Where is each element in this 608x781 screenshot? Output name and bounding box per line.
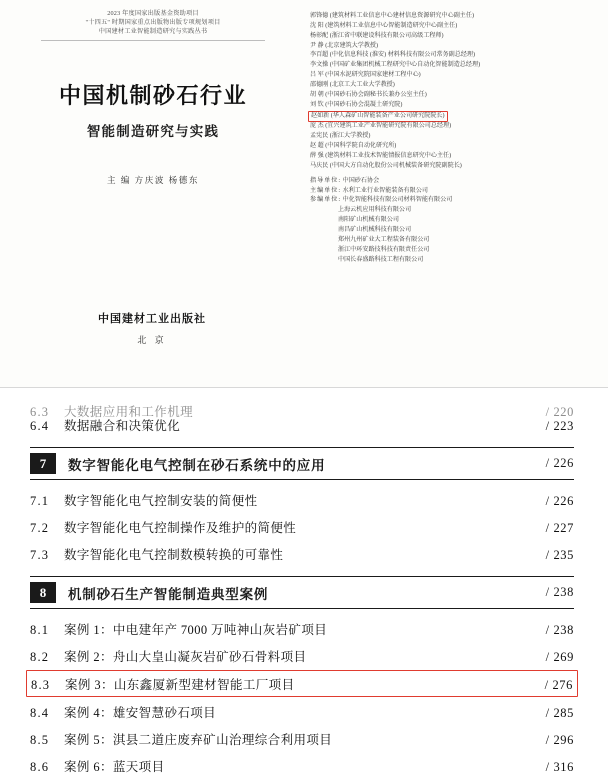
- credits-footer-label: 主编单位:: [310, 187, 342, 194]
- credit-line: 沈 阳 (建筑材料工业信息中心智能制造研究中心副主任): [310, 22, 458, 29]
- table-of-contents: [0, 388, 608, 781]
- credit-line: 马庆民 (中国大方自动化股份公司机械装备研究院副院长): [310, 162, 462, 169]
- toc-row-title: 数据融合和决策优化: [64, 418, 181, 433]
- book-cover-spread: [0, 0, 608, 388]
- toc-row-page: / 220: [545, 405, 574, 419]
- cover-program-line-2: "十四五" 时期国家重点出版物出版专项规划项目: [85, 18, 221, 26]
- credit-line: 赵 超 (中国科学院自动化研究所): [310, 143, 397, 150]
- credit-line: 邵德刚 (北京工大工业大学教授): [310, 82, 395, 89]
- cover-editors: 主 编 方庆波 杨德东: [107, 174, 199, 185]
- credit-line-highlighted: [310, 111, 592, 123]
- credits-footer-line: [310, 196, 592, 206]
- credit-line: 杨彰配 (浙江省中联建设科技有限公司高级工程师): [310, 32, 444, 39]
- toc-row-number: 7.2: [30, 520, 50, 535]
- credits-footer-line: [310, 177, 592, 187]
- toc-row-page: / 223: [545, 418, 574, 433]
- cover-publisher-city: 北 京: [137, 335, 167, 345]
- toc-row-title: 案例 6：蓝天项目: [64, 759, 165, 774]
- credit-line: 郭锋德 (建筑材料工业信息中心建材信息资源研究中心副主任): [310, 13, 475, 19]
- toc-chapter-title: 机制砂石生产智能制造典型案例: [68, 586, 269, 602]
- toc-row-highlighted[interactable]: [26, 670, 578, 697]
- toc-row-title: 案例 4：雄安智慧砂石项目: [64, 705, 217, 720]
- cover-program-line-1: 2023 年度国家出版基金资助项目: [107, 10, 199, 17]
- toc-row-number: 7.1: [30, 493, 50, 508]
- credits-subunit: 上海云机应用科技有限公司: [338, 207, 412, 214]
- credits-footer-value: 水利工业行业智能装备有限公司: [342, 187, 428, 194]
- toc-chapter-page: / 238: [545, 585, 574, 599]
- credit-line: 吕 军 (中国水泥研究院国家建材工程中心): [310, 72, 421, 79]
- toc-row-title: 大数据应用和工作机理: [64, 405, 194, 419]
- toc-chapter-title: 数字智能化电气控制在砂石系统中的应用: [68, 457, 326, 473]
- toc-row-number: 8.3: [31, 677, 51, 692]
- toc-row-title: 数字智能化电气控制安装的简便性: [64, 493, 258, 508]
- toc-row[interactable]: [30, 642, 574, 669]
- cover-publisher-block: [0, 310, 304, 346]
- toc-row-title: 数字智能化电气控制操作及维护的简便性: [64, 520, 297, 535]
- toc-row[interactable]: [30, 752, 574, 779]
- toc-row-number: 6.4: [30, 418, 50, 433]
- toc-row-page: / 285: [545, 705, 574, 720]
- credit-line: 孟宪民 (浙江大学教授): [310, 133, 371, 140]
- toc-row-page: / 235: [545, 547, 574, 562]
- credits-page: [304, 0, 608, 388]
- toc-chapter-number: 8: [30, 582, 56, 603]
- toc-row[interactable]: [30, 540, 574, 567]
- credit-line: 李文操 (中国矿业集团机械工程研究中心自动化智能制造总经理): [310, 62, 481, 69]
- toc-row-page: / 276: [544, 677, 573, 692]
- toc-row-title: 案例 2：舟山大皇山凝灰岩矿砂石骨料项目: [64, 649, 307, 664]
- credits-subunit: 南阳矿山机械有限公司: [338, 217, 399, 224]
- toc-row[interactable]: [30, 615, 574, 642]
- toc-row-page: / 227: [545, 520, 574, 535]
- credits-subunit: 郑州九州矿业大工程装备有限公司: [338, 236, 430, 243]
- toc-row[interactable]: [30, 411, 574, 438]
- credit-line: 胡 朝 (中国砂石协会副秘书长兼办公室主任): [310, 91, 427, 98]
- toc-row-page: / 296: [545, 732, 574, 747]
- cover-title: 中国机制砂石行业: [58, 82, 247, 108]
- credits-footer-value: 中化智能科技有限公司材料智能有限公司: [342, 197, 453, 204]
- toc-row-page: / 226: [545, 493, 574, 508]
- credits-footer-value: 中国砂石协会: [342, 177, 380, 184]
- toc-row-number: 8.1: [30, 622, 50, 637]
- toc-row-page: / 238: [545, 622, 574, 637]
- toc-row-title: 案例 1：中电建年产 7000 万吨神山灰岩矿项目: [64, 622, 328, 637]
- credits-subunit: 浙江中环安路技科技有限责任公司: [338, 246, 430, 253]
- book-cover: [0, 0, 304, 388]
- toc-chapter-number: 7: [30, 453, 56, 474]
- toc-row-title: 案例 3：山东鑫厦新型建材智能工厂项目: [65, 677, 295, 692]
- cover-program-line-3: 中国建材工业智能制造研究与实践丛书: [98, 27, 208, 35]
- cover-program-lines: [16, 10, 290, 41]
- toc-row-title: 案例 5：淇县二道庄废弃矿山治理综合利用项目: [64, 732, 333, 747]
- toc-row-partial: [30, 402, 574, 419]
- toc-row-number: 8.6: [30, 759, 50, 774]
- toc-row[interactable]: [30, 486, 574, 513]
- toc-row-number: 8.2: [30, 649, 50, 664]
- credit-line: 庞 杰 (宜兴建筑工业产业智能研究院有限公司总经理): [310, 123, 452, 130]
- toc-row-page: / 269: [545, 649, 574, 664]
- toc-chapter-page: / 226: [545, 456, 574, 470]
- credits-footer-line: [310, 187, 592, 197]
- highlight-annotation: 赵如新 (华人森矿山智能装备产业公司研究院院长): [308, 111, 448, 123]
- toc-chapter-header[interactable]: [30, 447, 574, 480]
- credits-subunit: 南昌矿山机械科技有限公司: [338, 227, 412, 234]
- credit-line: 尹 静 (北京建筑大学教授): [310, 42, 379, 49]
- toc-row-number: 7.3: [30, 547, 50, 562]
- toc-row[interactable]: [30, 513, 574, 540]
- cover-divider-rule: [41, 40, 266, 41]
- toc-row[interactable]: [30, 698, 574, 725]
- toc-row-number: 8.4: [30, 705, 50, 720]
- credit-line: 刘 钦 (中国砂石协会混凝土研究院): [310, 101, 403, 108]
- toc-row-page: / 316: [545, 759, 574, 774]
- cover-publisher-name: 中国建材工业出版社: [98, 313, 206, 325]
- cover-subtitle: 智能制造研究与实践: [86, 123, 220, 139]
- toc-row-number: 8.5: [30, 732, 50, 747]
- toc-row-title: 数字智能化电气控制数模转换的可靠性: [64, 547, 284, 562]
- toc-row-number: 6.3: [30, 405, 50, 419]
- credit-line: 薛 强 (建筑材料工业技术智能情报信息研究中心主任): [310, 153, 452, 160]
- credits-subunit: 中国长春盛路科技工程有限公司: [338, 256, 424, 263]
- credits-footer-label: 指导单位:: [310, 177, 342, 184]
- credit-line: 李百超 (中化信息科技 (淮安) 材料科技有限公司常务副总经理): [310, 52, 476, 59]
- credits-footer-label: 参编单位:: [310, 197, 342, 204]
- toc-row[interactable]: [30, 725, 574, 752]
- toc-chapter-header[interactable]: [30, 576, 574, 609]
